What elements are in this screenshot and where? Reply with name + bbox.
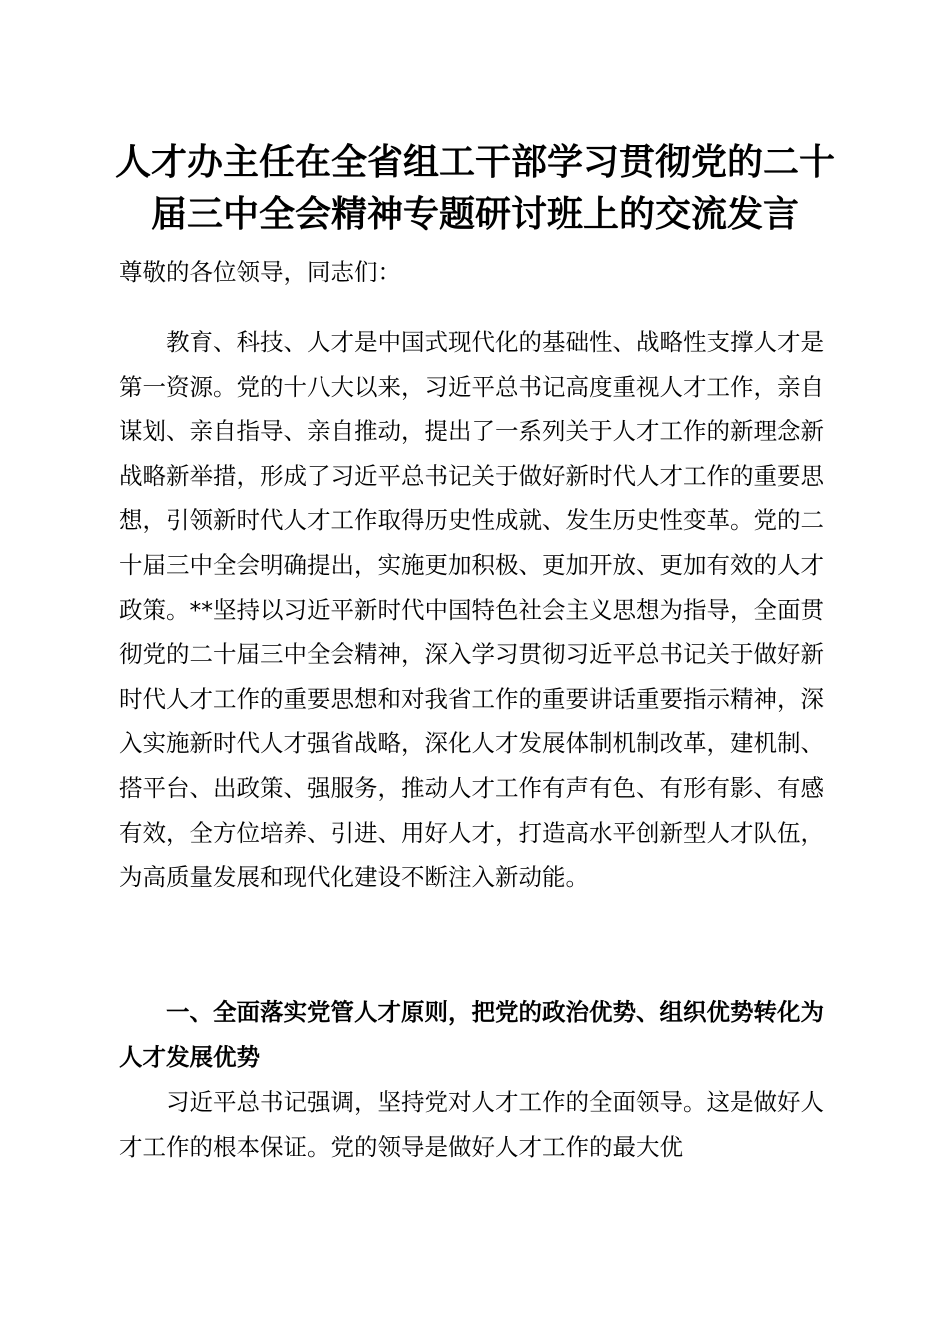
paragraph-intro: 教育、科技、人才是中国式现代化的基础性、战略性支撑人才是第一资源。党的十八大以来，习近平总书记高度重视人才工作，亲自谋划、亲自指导、亲自推动，提出了一系列关于人才工作的新理念新战略新举措，形成了习近平总书记关于做好新时代人才工作的重要思想，引领新时代人才工作取得历史性成就、发生历史性变革。党的二十届三中全会明确提出，实施更加积极、更加开放、更加有效的人才政策。**坚持以习近平新时代中国特色社会主义思想为指导，全面贯彻党的二十届三中全会精神，深入学习贯彻习近平总书记关于做好新时代人才工作的重要思想和对我省工作的重要讲话重要指示精神，深入实施新时代人才强省战略，深化人才发展体制机制改革，建机制、搭平台、出政策、强服务，推动人才工作有声有色、有形有影、有感有效，全方位培养、引进、用好人才，打造高水平创新型人才队伍，为高质量发展和现代化建设不断注入新动能。 bbox=[119, 328, 824, 892]
salutation: 尊敬的各位领导，同志们： bbox=[119, 258, 401, 286]
section-heading-1: 一、全面落实党管人才原则，把党的政治优势、组织优势转化为人才发展优势 bbox=[119, 998, 824, 1071]
document-title bbox=[110, 136, 840, 240]
title-line-1: 人才办主任在全省组工干部学习贯彻党的二十 bbox=[114, 141, 835, 183]
title-line-2: 届三中全会精神专题研讨班上的交流发言 bbox=[150, 193, 799, 235]
paragraph-section-1: 习近平总书记强调，坚持党对人才工作的全面领导。这是做好人才工作的根本保证。党的领导是做好人才工作的最大优 bbox=[119, 1088, 824, 1161]
